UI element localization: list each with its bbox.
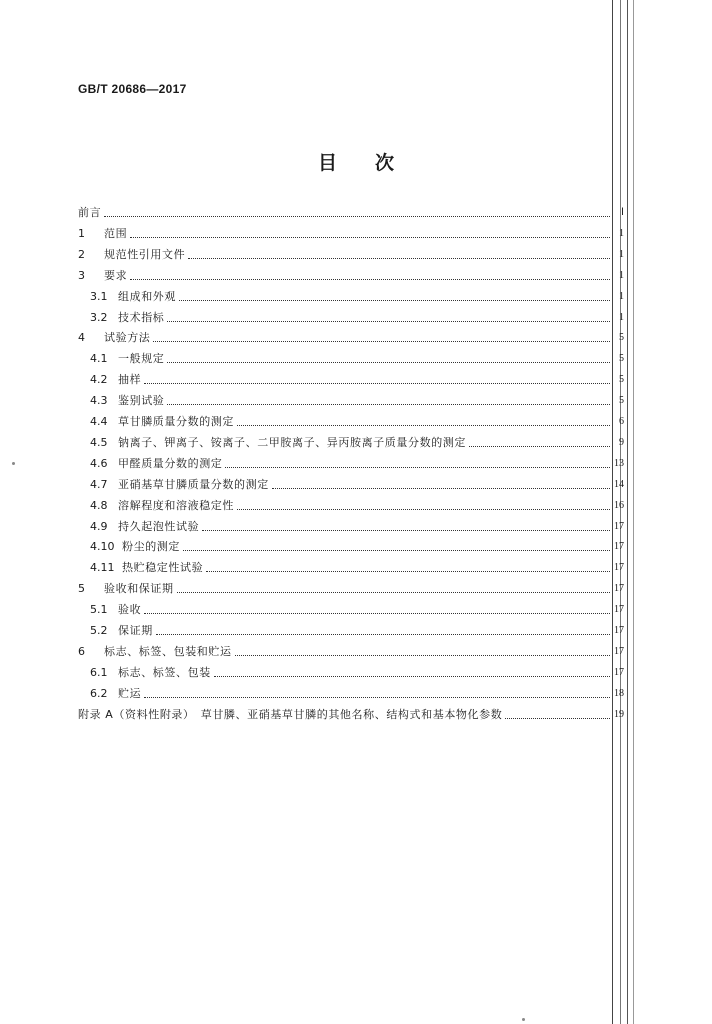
toc-entry-label: 甲醛质量分数的测定 <box>118 456 223 470</box>
toc-dot-leader <box>235 654 610 656</box>
toc-entry-number: 4.1 <box>90 352 108 366</box>
toc-entry-number: 4.11 <box>90 561 115 575</box>
toc-dot-leader <box>505 717 610 719</box>
toc-entry-label: 草甘膦质量分数的测定 <box>118 415 234 428</box>
toc-dot-leader <box>206 570 610 572</box>
toc-entry[interactable] <box>90 559 624 575</box>
toc-entry-label: 贮运 <box>118 686 142 700</box>
toc-entry-label: 验收和保证期 <box>104 582 174 596</box>
toc-entry-number: 2 <box>78 247 85 261</box>
toc-entry[interactable] <box>90 685 624 701</box>
toc-entry-number: 3.1 <box>90 289 108 303</box>
toc-entry[interactable] <box>90 664 624 680</box>
toc-entry-number: 3 <box>78 268 85 282</box>
toc-entry-label: 试验方法 <box>104 331 151 345</box>
title-char-1: 目 <box>317 152 337 174</box>
toc-entry[interactable] <box>90 601 624 617</box>
toc-entry[interactable] <box>78 329 624 345</box>
toc-dot-leader <box>144 696 610 698</box>
toc-entry-number: 4.5 <box>90 435 108 449</box>
toc-entry-page: 17 <box>614 666 624 678</box>
toc-entry[interactable] <box>90 476 624 492</box>
toc-entry-label: 热贮稳定性试验 <box>122 561 204 575</box>
toc-dot-leader <box>130 278 610 280</box>
toc-entry[interactable] <box>90 288 624 304</box>
toc-entry[interactable] <box>90 371 624 387</box>
toc-entry-page: 6 <box>619 416 624 427</box>
toc-entry-page: 5 <box>619 353 624 365</box>
toc-entry-label: 验收 <box>118 603 142 617</box>
toc-entry-page: 17 <box>614 645 624 657</box>
toc-dot-leader <box>272 487 610 489</box>
toc-entry-page: 1 <box>619 290 624 302</box>
toc-entry[interactable] <box>78 267 624 283</box>
toc-entry-page: 5 <box>619 332 624 344</box>
toc-entry-label: 一般规定 <box>118 352 165 366</box>
toc-entry-number: 6 <box>78 644 85 658</box>
toc-entry-page: 5 <box>619 374 624 386</box>
toc-dot-leader <box>144 612 610 614</box>
toc-entry-page: 1 <box>619 311 624 323</box>
toc-entry-label: 抽样 <box>118 373 142 387</box>
toc-entry-number: 4 <box>78 331 85 345</box>
toc-entry-page: 1 <box>619 248 624 260</box>
toc-dot-leader <box>130 236 610 238</box>
toc-entry[interactable] <box>90 538 624 554</box>
toc-entry[interactable] <box>90 392 624 408</box>
toc-entry[interactable] <box>78 580 624 596</box>
toc-entry-number: 6.2 <box>90 686 108 700</box>
toc-entry-number: 4.6 <box>90 456 108 470</box>
toc-entry-label: 标志、标签、包装和贮运 <box>104 644 232 658</box>
toc-entry-label: 鉴别试验 <box>118 394 165 408</box>
toc-dot-leader <box>188 257 610 259</box>
toc-entry-label: 钠离子、钾离子、铵离子、二甲胺离子、异丙胺离子质量分数的测定 <box>118 435 466 449</box>
toc-entry-label: 持久起泡性试验 <box>118 519 200 533</box>
toc-dot-leader <box>167 320 610 322</box>
toc-dot-leader <box>179 299 610 301</box>
toc-dot-leader <box>214 675 610 677</box>
toc-dot-leader <box>237 508 610 510</box>
toc-dot-leader <box>225 466 610 468</box>
toc-entry-number: 5 <box>78 582 85 596</box>
toc-dot-leader <box>167 361 610 363</box>
toc-entry-page: 19 <box>614 708 624 720</box>
toc-dot-leader <box>153 340 610 342</box>
toc-entry[interactable] <box>90 434 624 450</box>
toc-entry[interactable] <box>78 706 624 722</box>
toc-entry[interactable] <box>90 622 624 638</box>
toc-dot-leader <box>202 529 610 531</box>
toc-entry-label: 技术指标 <box>118 310 165 324</box>
toc-dot-leader <box>177 591 610 593</box>
toc-entry-page: 17 <box>614 604 624 616</box>
toc-entry-number: 5.1 <box>90 603 108 617</box>
toc-entry-number: 4.8 <box>90 498 108 512</box>
page-title <box>0 148 712 175</box>
toc-entry-number: 4.9 <box>90 519 108 533</box>
toc-entry-number: 3.2 <box>90 310 108 324</box>
toc-entry-number: 4.4 <box>90 415 108 428</box>
toc-dot-leader <box>144 382 610 384</box>
toc-entry-page: 1 <box>619 269 624 281</box>
toc-entry-page: 17 <box>614 541 624 553</box>
toc-dot-leader <box>104 215 610 217</box>
toc-entry[interactable] <box>78 246 624 262</box>
scan-speck <box>522 1018 525 1021</box>
toc-entry-page: Ⅰ <box>621 207 624 218</box>
document-code: GB/T 20686—2017 <box>78 82 187 96</box>
toc-entry-page: 5 <box>619 395 624 407</box>
toc-entry-label: 亚硝基草甘膦质量分数的测定 <box>118 477 269 491</box>
toc-entry[interactable] <box>90 455 624 471</box>
toc-dot-leader <box>156 633 610 635</box>
toc-entry-number: 4.3 <box>90 394 108 408</box>
toc-entry[interactable] <box>78 204 624 220</box>
toc-entry-number: 4.2 <box>90 373 108 387</box>
toc-entry-number: 4.7 <box>90 477 108 491</box>
toc-entry[interactable] <box>78 643 624 659</box>
toc-dot-leader <box>183 549 610 551</box>
toc-entry[interactable] <box>90 413 624 429</box>
toc-entry-page: 17 <box>614 583 624 595</box>
toc-entry-label: 要求 <box>104 268 128 282</box>
toc-dot-leader <box>167 403 610 405</box>
toc-dot-leader <box>237 424 610 426</box>
toc-entry-page: 14 <box>614 478 624 490</box>
title-char-2: 次 <box>375 152 395 174</box>
toc-entry-page: 17 <box>614 562 624 574</box>
toc-entry-label: 粉尘的测定 <box>122 540 180 554</box>
toc-entry[interactable] <box>90 309 624 325</box>
toc-entry-label: 前言 <box>78 206 102 219</box>
toc-entry-page: 17 <box>614 520 624 532</box>
toc-entry-number: 6.1 <box>90 665 108 679</box>
toc-entry-number: 4.10 <box>90 540 115 554</box>
toc-entry-label: 规范性引用文件 <box>104 247 186 261</box>
toc-entry[interactable] <box>90 497 624 513</box>
toc-entry-page: 16 <box>614 499 624 511</box>
toc-entry-page: 9 <box>619 436 624 448</box>
toc-entry-page: 18 <box>614 687 624 699</box>
toc-entry-label: 溶解程度和溶液稳定性 <box>118 498 234 512</box>
toc-entry-label: 组成和外观 <box>118 289 176 303</box>
toc-entry[interactable] <box>90 350 624 366</box>
toc-entry[interactable] <box>78 225 624 241</box>
toc-entry-page: 1 <box>619 227 624 239</box>
toc-entry-page: 13 <box>614 457 624 469</box>
toc-entry-page: 17 <box>614 625 624 636</box>
toc-entry-number: 1 <box>78 226 85 240</box>
toc-entry-label: 保证期 <box>118 624 153 637</box>
toc-entry-label: 附录 A（资料性附录） 草甘膦、亚硝基草甘膦的其他名称、结构式和基本物化参数 <box>78 707 503 721</box>
scan-speck <box>12 462 15 465</box>
toc-entry-label: 标志、标签、包装 <box>118 665 211 679</box>
toc-entry-label: 范围 <box>104 226 128 240</box>
toc-dot-leader <box>469 445 610 447</box>
toc-entry[interactable] <box>90 518 624 534</box>
toc-entry-number: 5.2 <box>90 624 108 637</box>
